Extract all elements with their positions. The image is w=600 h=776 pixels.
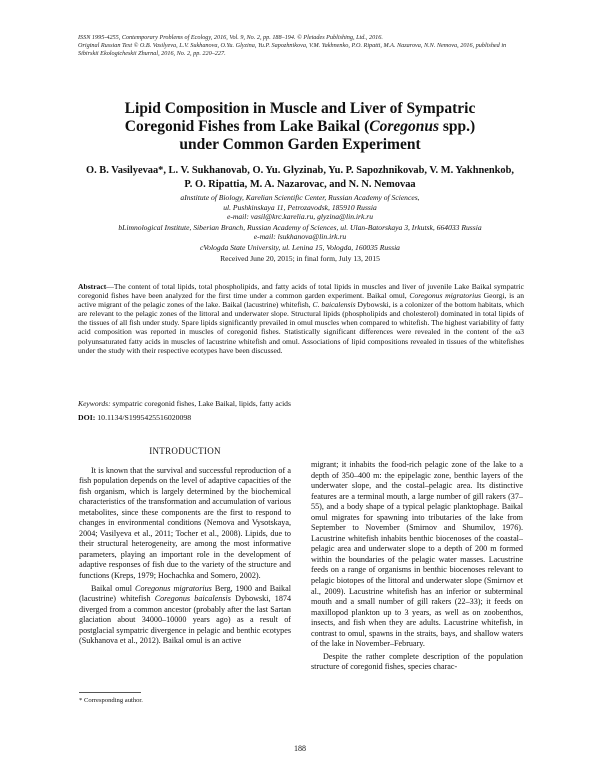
- paragraph: It is known that the survival and successful reproduction of a fish population depends on the level of adaptive capacities of the fish organism, which is largely determined by the biochemical characteristics of the transformation and accumulation of various metabolites, since these components are the first to respond to changes in environmental conditions (Nemova and Vysotskaya, 2004; Vasilyeva et al., 2011; Tocher et al., 2008). Lipids, due to their structural heterogeneity, are among the most informative parameters, playing an important role in the development of adaptive responses of fish due to the variety of the structure and functions (Kreps, 1979; Hochachka and Somero, 2002).: [79, 465, 291, 581]
- section-heading-introduction: INTRODUCTION: [149, 446, 221, 456]
- keywords-text: sympatric coregonid fishes, Lake Baikal, lipids, fatty acids: [110, 399, 291, 408]
- affiliation-b: [40, 223, 560, 242]
- doi: [78, 413, 524, 423]
- right-column: [311, 460, 523, 673]
- doi-label: DOI:: [78, 413, 96, 422]
- journal-citation-line: ISSN 1995-4255, Contemporary Problems of Ecology, 2016, Vol. 9, No. 2, pp. 188–194. © Pleiades Publishing, Ltd., 2016.: [78, 34, 383, 41]
- paragraph: Despite the rather complete description of the population structure of coregonid fishes, species charac-: [311, 651, 523, 672]
- original-text-line: Original Russian Text © O.B. Vasilyeva, L.V. Sukhanova, O.Yu. Glyzina, Yu.P. Sapozhnikova, V.M. Yakhnenko, P.O. Ripatti, M.A. Nazarova, N.N. Nemova, 2016, published in Sibirskii Ekologicheskii Zhurnal, 2016, No. 2, pp. 220–227.: [78, 42, 507, 57]
- abstract-text: Dybowski, is a colonizer of the bottom habitats, which are relevant to the pelagic zones of the littoral and underwater slope. Structural lipids (phospholipids and cholesterol) dominated in total lipids of the tissues of all fish under study. Spare lipids significantly prevailed in omul muscles when compared to whitefish. The highest variability of fatty acid composition was reported in muscles of coregonid fishes. Statistically significant differences were revealed in the content of the ω3 polyunsaturated fatty acids in muscles of lacustrine whitefish and omul. Associations of lipid compositions revealed in tissues of the whitefishes under the study with their respective ecotypes have been discussed.: [78, 300, 524, 355]
- keywords-label: Keywords:: [78, 399, 111, 408]
- affiliation-a-line: aInstitute of Biology, Karelian Scientific Center, Russian Academy of Sciences,: [180, 193, 420, 202]
- species-name: Coregonus migratorius: [135, 583, 212, 593]
- title-line-3: under Common Garden Experiment: [179, 136, 421, 153]
- affiliation-c-line: cVologda State University, ul. Lenina 15, Vologda, 160035 Russia: [200, 242, 400, 252]
- abstract: [78, 282, 524, 355]
- page-number: 188: [294, 744, 306, 753]
- paragraph: migrant; it inhabits the food-rich pelagic zone of the lake to a depth of 350–400 m: the epipelagic zone, benthic layers of the underwater slope, and the costal–pelagic area. Its distinctive features are a terminal mouth, a large number of gill rakers (37–55), and a body shape of a typical pelagic planktophage. Baikal omul migrates for spawning into tributaries of the lake from September to November (Smirnov and Shumilov, 1976). Lacustrine whitefish inhabits benthic biocenoses of the coastal–pelagic area and underwater slope to a depth of 200 m formed within the boundaries of the pelagic water masses. Lacustrine feeds on a range of organisms in benthic biocenoses relevant to pelagic biotopes of the littoral and underwater slope (Smirnov et al., 2009). Lacustrine whitefish has an inferior or subterminal mouth and a small number of gill rakers (22–33); it feeds on maxillopod plankton up to 3 years, as well as on zoobenthos, insects, and fish when they are adults. Lacustrine whitefish, in contrast to omul, spawns in the straits, bays, and shallow waters of the lake in November–February.: [311, 460, 523, 649]
- affiliation-c: [40, 243, 560, 253]
- paragraph-text: Berg, 1900 and Baikal (lacustrine) whitefish: [79, 583, 291, 604]
- footnote-divider: [79, 692, 141, 693]
- affiliation-b-email: e-mail: lsukhanova@lin.irk.ru: [253, 232, 347, 242]
- paragraph: [79, 584, 291, 647]
- abstract-label: Abstract: [78, 282, 107, 291]
- species-name: Coregonus baicalensis: [154, 594, 231, 604]
- journal-header: [78, 34, 526, 58]
- title-text: Coregonid Fishes from Lake Baikal (: [124, 118, 370, 135]
- paragraph-text: Dybowski, 1874 diverged from a common ancestor (probably after the last Sartan glaciation about 34000–10000 years ago) as a result of postglacial sympatric divergence in pelagic and benthic ecotypes (Sukhanova et al., 2012). Baikal omul is an active: [79, 594, 292, 646]
- paragraph-text: Baikal omul: [91, 583, 136, 593]
- affiliations: [40, 193, 560, 263]
- received-dates: Received June 20, 2015; in final form, July 13, 2015: [220, 253, 380, 263]
- author-list: [60, 164, 540, 192]
- abstract-text: Georgi, is an active migrant of the pelagic zones of the lake. Baikal (lacustrine) whitefish,: [78, 291, 524, 310]
- article-title: [60, 100, 540, 154]
- title-line-1: Lipid Composition in Muscle and Liver of Sympatric: [124, 100, 476, 117]
- species-name: C. baicalensis: [312, 300, 356, 310]
- abstract-text: —The content of total lipids, total phospholipids, and fatty acids of total lipids in muscles and liver of juvenile Lake Baikal sympatric coregonid fishes have been analyzed for the first time under a common garden experiment. Baikal omul,: [78, 282, 524, 301]
- title-genus: Coregonus: [369, 118, 440, 135]
- authors-line-1: O. B. Vasilyevaa*, L. V. Sukhanovab, O. Yu. Glyzinab, Yu. P. Sapozhnikovab, V. M. Yakhnenkob,: [85, 165, 514, 176]
- title-text: spp.): [439, 118, 476, 135]
- affiliation-b-line: bLimnological Institute, Siberian Branch, Russian Academy of Sciences, ul. Ulan-Batorskaya 3, Irkutsk, 664033 Russia: [118, 222, 482, 232]
- authors-line-2: P. O. Ripattia, M. A. Nazarovac, and N. N. Nemovaa: [184, 179, 416, 190]
- title-line-2: [60, 118, 540, 136]
- affiliation-a: [40, 193, 560, 222]
- footnote: * Corresponding author.: [79, 697, 143, 704]
- affiliation-a-line: ul. Pushkinskaya 11, Petrozavodsk, 185910 Russia: [223, 202, 377, 212]
- species-name: Coregonus migratorius: [409, 291, 481, 301]
- affiliation-a-email: e-mail: vasil@krc.karelia.ru, glyzina@lin.irk.ru: [226, 212, 374, 222]
- keywords: [78, 399, 524, 409]
- left-column: [79, 446, 291, 647]
- doi-link[interactable]: 10.1134/S1995425516020098: [95, 413, 192, 422]
